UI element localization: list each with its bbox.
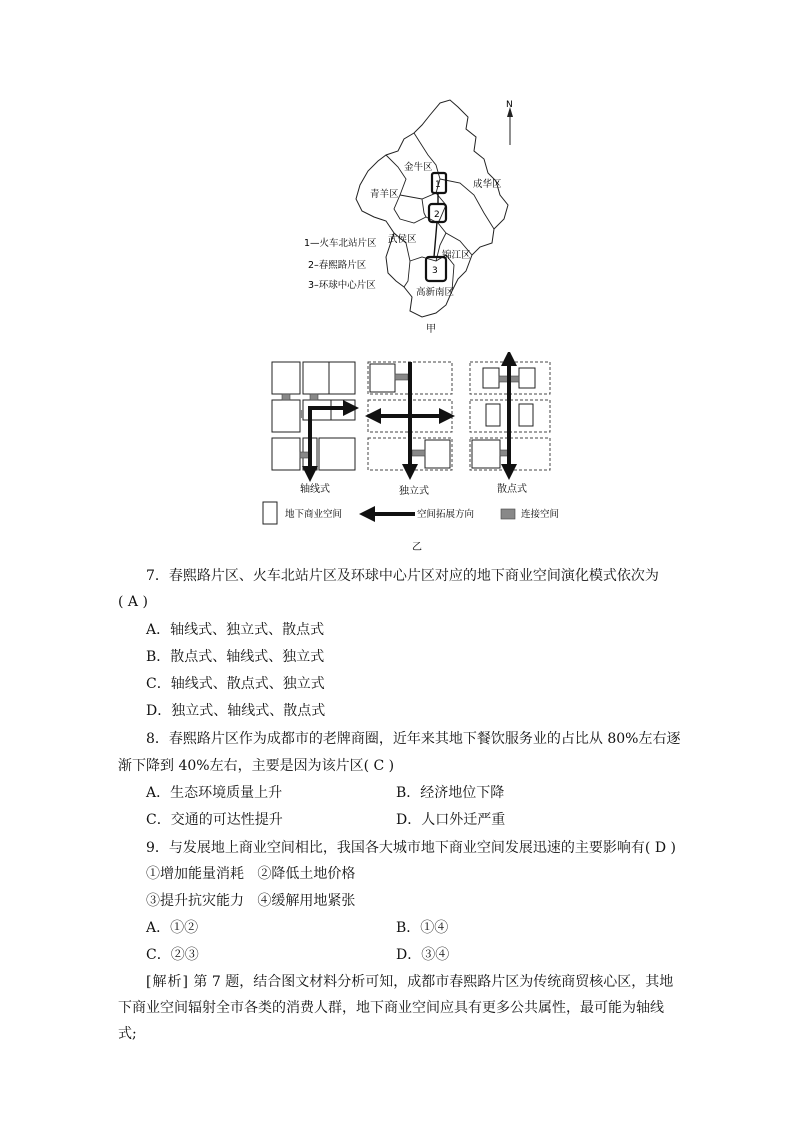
q8-stem-line1: 8．春熙路片区作为成都市的老牌商圈，近年来其地下餐饮服务业的占比从 80%左右逐 xyxy=(146,731,681,747)
analysis-text: 第 7 题，结合图文材料分析可知，成都市春熙路片区为传统商贸核心区，其地下商业空间辐射全市各类的消费人群，地下商业空间应具有更多公共属性，最可能为轴线式; xyxy=(118,974,674,1042)
map-legend-1: 1—火车北站片区 xyxy=(304,238,377,249)
analysis-tag: [解析] xyxy=(146,974,189,990)
q8-option-b: B．经济地位下降 xyxy=(396,785,505,801)
district-label-chenghua: 成华区 xyxy=(473,179,502,190)
district-label-wuhou: 武侯区 xyxy=(388,234,417,245)
q9-option-d: D．③④ xyxy=(396,947,450,963)
q8-option-d: D．人口外迁严重 xyxy=(396,812,506,828)
legend-label-direction: 空间拓展方向 xyxy=(417,509,475,520)
map-legend-3: 3–环球中心片区 xyxy=(308,280,376,291)
q7-option-c: C．轴线式、散点式、独立式 xyxy=(146,676,325,692)
q9-items-line1: ①增加能量消耗 ②降低土地价格 xyxy=(146,866,356,882)
q7-option-a: A．轴线式、独立式、散点式 xyxy=(146,622,325,638)
q8-stem-line2: 渐下降到 40%左右，主要是因为该片区( C ) xyxy=(118,758,395,774)
mode-label-independent: 独立式 xyxy=(399,486,429,497)
panel-scatter xyxy=(470,358,550,472)
north-label: N xyxy=(506,100,513,110)
q9-option-c: C．②③ xyxy=(146,947,199,963)
legend-label-connector: 连接空间 xyxy=(521,509,560,520)
mode-diagram xyxy=(255,352,575,557)
legend-box-icon xyxy=(263,502,277,524)
q7-option-d: D．独立式、轴线式、散点式 xyxy=(146,703,326,719)
district-label-qingyang: 青羊区 xyxy=(370,189,399,200)
q8-option-a: A．生态环境质量上升 xyxy=(146,785,283,801)
panel-axial xyxy=(272,362,355,474)
mode-label-axial: 轴线式 xyxy=(300,484,330,495)
q9-option-b: B．①④ xyxy=(396,920,449,936)
q9-option-a: A．①② xyxy=(146,920,199,936)
q7-option-b: B．散点式、轴线式、独立式 xyxy=(146,649,325,665)
zone-number-1: 1 xyxy=(435,180,441,190)
map-inner-boundaries xyxy=(386,133,494,291)
zone-number-3: 3 xyxy=(432,266,438,276)
district-map xyxy=(290,95,530,340)
analysis-paragraph xyxy=(118,969,678,1047)
district-label-jinjiang: 锦江区 xyxy=(442,250,471,261)
q8-option-c: C．交通的可达性提升 xyxy=(146,812,283,828)
q7-stem-line1: 7．春熙路片区、火车北站片区及环球中心片区对应的地下商业空间演化模式依次为 xyxy=(146,568,659,584)
zone-number-2: 2 xyxy=(434,210,440,220)
q7-stem-line2: ( A ) xyxy=(118,594,148,610)
mode-label-scatter: 散点式 xyxy=(497,484,527,495)
panel-independent xyxy=(368,362,452,472)
district-label-gaoxinnan: 高新南区 xyxy=(416,287,455,298)
q9-items-line2: ③提升抗灾能力 ④缓解用地紧张 xyxy=(146,893,356,909)
map-outer-boundary xyxy=(356,100,508,317)
figure-caption-yi: 乙 xyxy=(412,542,422,553)
figure-caption-jia: 甲 xyxy=(426,324,436,335)
q9-stem-line1: 9．与发展地上商业空间相比，我国各大城市地下商业空间发展迅速的主要影响有( D ) xyxy=(146,840,676,856)
district-label-jinniu: 金牛区 xyxy=(404,162,433,173)
legend-label-space: 地下商业空间 xyxy=(285,509,343,520)
legend-connector-icon xyxy=(501,509,515,519)
map-legend-2: 2–春熙路片区 xyxy=(308,260,367,271)
